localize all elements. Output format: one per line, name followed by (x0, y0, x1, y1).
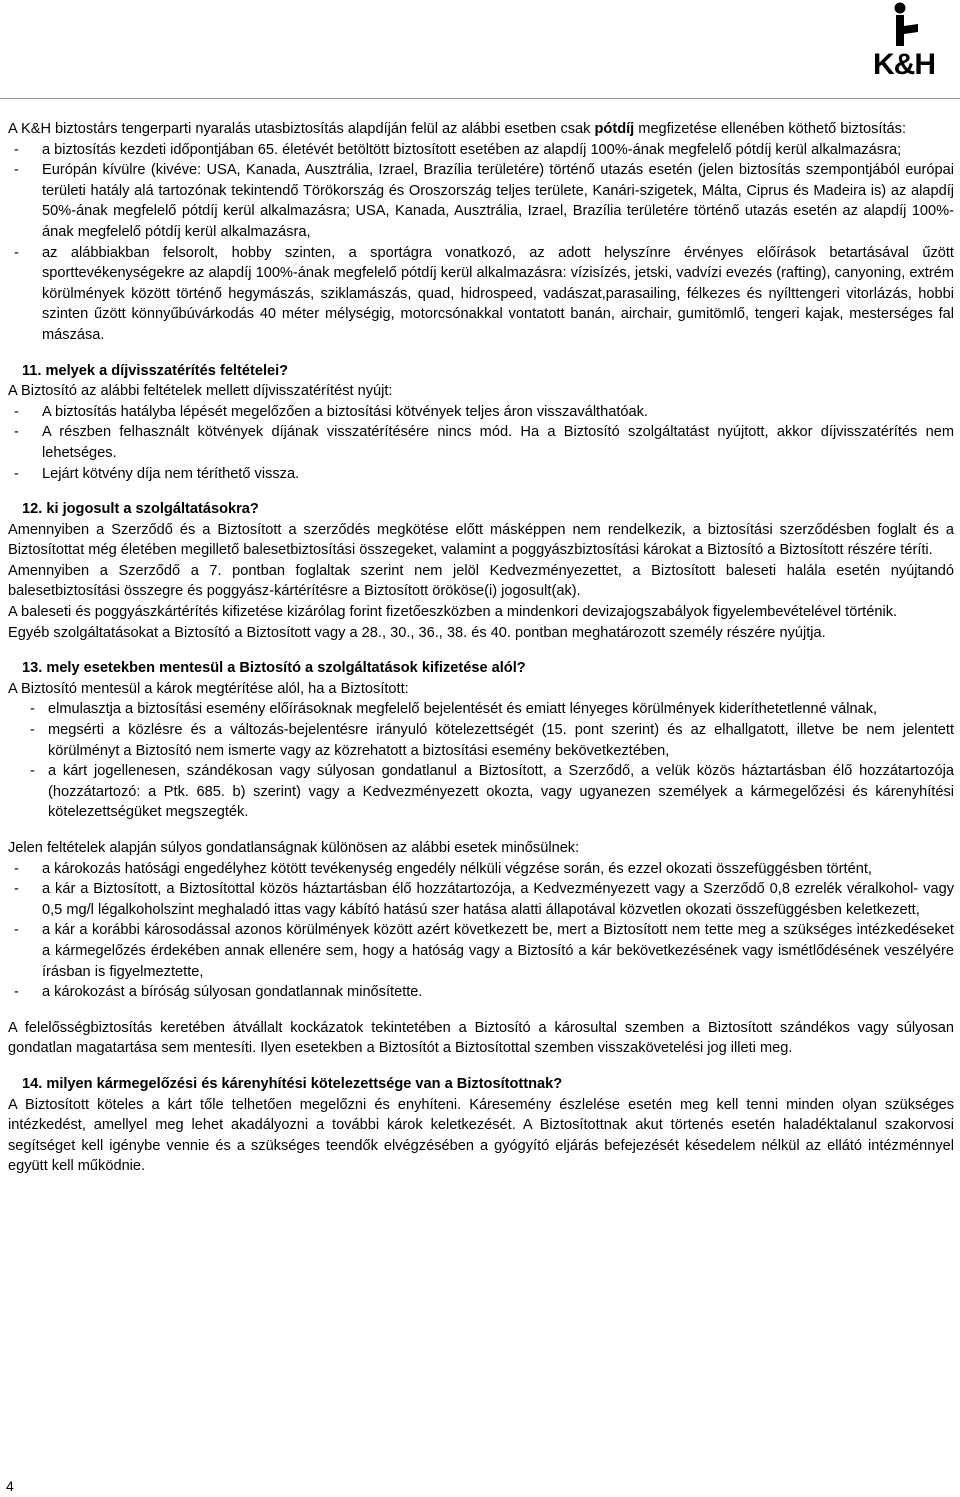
section-14-text: A Biztosított köteles a kárt tőle telhetően megelőzni és enyhíteni. Káresemény észlelése esetén meg kell tenni minden olyan szükséges intézkedést, amellyel meg lehet akadályozni a további károk keletkezését. A Biztosítottnak akut törtenés esetén haladéktalanul szakorvosi segítséget kell igénybe vennie és a szükséges teendők elvégzésében a gyógyító eljárás befejezését késedelem nélkül az ellátó intézménnyel együtt kell működnie. (8, 1096, 954, 1175)
list-item-text: a kárt jogellenesen, szándékosan vagy súlyosan gondatlanul a Biztosított, a Szerződő, a velük közös háztartásban élő hozzátartozója (hozzátartozó: a Ptk. 685. b) szerint) vagy a Kedvezményezett okozta, vagy ugyanezen személyek a kármegelőzési és kárenyhítési kötelezettségüket megszegték. (48, 763, 954, 821)
list-item-text: a kár a Biztosított, a Biztosítottal közös háztartásban élő hozzátartozója, a Kedvezményezett vagy a Szerződő 0,8 ezrelék véralkohol- vagy 0,5 mg/l légalkoholszint meghaladó ittas vagy kábító hatású szer hatása alatti állapotával közvetlen okozati összefüggésben keletkezett, (42, 881, 954, 918)
list-item: - A részben felhasznált kötvények díjának visszatérítésére nincs mód. Ha a Biztosító szolgáltatást nyújtott, akkor díjvisszatérítés nem lehetséges. (8, 422, 954, 463)
list-item: - a biztosítás kezdeti időpontjában 65. életévét betöltött biztosított esetében az alapdíj 100%-ának megfelelő pótdíj kerül alkalmazásra; (8, 140, 954, 161)
list-item: - elmulasztja a biztosítási esemény előírásoknak megfelelő bejelentését és emiatt lényeges körülmények kideríthetetlenné válnak, (8, 699, 954, 720)
document-body (8, 119, 954, 1177)
list-item-text: A biztosítás hatályba lépését megelőzően a biztosítási kötvények teljes áron visszaválthatóak. (42, 403, 648, 420)
list-item-text: Európán kívülre (kivéve: USA, Kanada, Ausztrália, Izrael, Brazília területére) történő utazás esetén (jelen biztosítás szempontjából európai területi hatály alá tartozónak tekintendő Törökország és Oroszország teljes területe, Kanári-szigetek, Málta, Ciprus és Madeira is) az alapdíj 50%-ának megfelelő pótdíj kerül alkalmazásra; USA, Kanada, Ausztrália, Izrael, Brazília területére történő utazás esetén az alapdíj 100%-ának megfelelő pótdíj kerül alkalmazásra, (42, 162, 954, 240)
list-item-text: a károkozást a bíróság súlyosan gondatlannak minősítette. (42, 984, 423, 1001)
list-item-text: Lejárt kötvény díja nem téríthető vissza. (42, 465, 300, 482)
list-item: - a kár a Biztosított, a Biztosítottal közös háztartásban élő hozzátartozója, a Kedvezményezett vagy a Szerződő 0,8 ezrelék véralkohol- vagy 0,5 mg/l légalkoholszint meghaladó ittas vagy kábító hatású szer hatása alatti állapotával közvetlen okozati összefüggésben keletkezett, (8, 879, 954, 920)
gross-negligence-text: Jelen feltételek alapján súlyos gondatlanságnak különösen az alábbi esetek minősülnek: (8, 840, 580, 856)
list-item: - Lejárt kötvény díja nem téríthető vissza. (8, 464, 954, 485)
list-item-text: elmulasztja a biztosítási esemény előírásoknak megfelelő bejelentését és emiatt lényeges körülmények kideríthetetlenné válnak, (48, 701, 878, 718)
list-item: - a kár a korábbi károsodással azonos körülmények között azért következett be, mert a Biztosított nem tette meg a szükséges intézkedéseket a kármegelőzés érdekében annak ellenére sem, hogy a hatóság vagy a Biztosító a kár bekövetkezésének vagy ismétlődésének veszélyére írásban is figyelmeztette, (8, 920, 954, 982)
section-13-heading: 13. mely esetekben mentesül a Biztosító a szolgáltatások kifizetése alól? (22, 660, 526, 677)
list-item: - a kárt jogellenesen, szándékosan vagy súlyosan gondatlanul a Biztosított, a Szerződő, a velük közös háztartásban élő hozzátartozója (hozzátartozó: a Ptk. 685. b) szerint) vagy a Kedvezményezett okozta, vagy ugyanezen személyek a kármegelőzési és kárenyhítési kötelezettségüket megszegték. (8, 761, 954, 823)
section-11-text: A Biztosító az alábbi feltételek mellett díjvisszatérítést nyújt: (8, 383, 393, 400)
list-item: - a károkozás hatósági engedélyhez kötött tevékenység engedély nélküli végzése során, és ezzel okozati összefüggésben történt, (8, 859, 954, 880)
intro-text: A K&H biztostárs tengerparti nyaralás utasbiztosítás alapdíján felül az alábbi esetben csak pótdíj megfizetése ellenében köthető biztosítás: (8, 121, 907, 137)
list-item-text: az alábbiakban felsorolt, hobby szinten, a sportágra vonatkozó, az adott helyszínre érvényes előírások betartásával űzött sporttevékenységekre az alapdíj 100%-ának megfelelő pótdíj kerül alkalmazásra: vízisízés, jetski, vadvízi evezés (rafting), canyoning, extrém körülmények között történő hegymászás, sziklamászás, quad, hidrospeed, vadászat,parasailing, félkezes és nyílttengeri vitorlázás, hobbi szinten űzött könnyűbúvárkodás 40 méter mélységig, motorcsónakkal vontatott banán, airchair, gumitömlő, tengeri kajak, mesterséges fal mászása. (42, 244, 954, 343)
section-13-text: A Biztosító mentesül a károk megtérítése alól, ha a Biztosított: (8, 680, 409, 697)
section-12-paragraph: Egyéb szolgáltatásokat a Biztosító a Biztosított vagy a 28., 30., 36., 38. és 40. pontban meghatározott személy részére nyújtja. (8, 624, 826, 641)
section-12-heading: 12. ki jogosult a szolgáltatásokra? (22, 501, 259, 518)
section-11-heading: 11. melyek a díjvisszatérítés feltételei? (22, 362, 289, 379)
logo-figure-icon (852, 2, 952, 52)
section-12-paragraph: Amennyiben a Szerződő és a Biztosított a szerződés megkötése előtt másképpen nem rendelkezik, a biztosítási szerződésben foglalt és a Biztosítottat még életében megillető balesetbiztosítási összegeket, valamint a poggyászbiztosítási károkat a Biztosító a Biztosított részére téríti. (8, 521, 954, 559)
header-divider (0, 98, 960, 99)
kh-logo (852, 2, 952, 82)
list-item-text: a károkozás hatósági engedélyhez kötött tevékenység engedély nélküli végzése során, és ezzel okozati összefüggésben történt, (42, 860, 872, 877)
list-item: - A biztosítás hatályba lépését megelőzően a biztosítási kötvények teljes áron visszaválthatóak. (8, 402, 954, 423)
page-number: 4 (6, 1478, 14, 1494)
section-12-paragraph: Amennyiben a Szerződő a 7. pontban foglaltak szerint nem jelöl Kedvezményezettet, a Biztosított baleseti halála esetén nyújtandó balesetbiztosítási összegre és poggyász-kártérítésre a Biztosított örököse(i) jogosult(ak). (8, 562, 954, 600)
list-item-text: a kár a korábbi károsodással azonos körülmények között azért következett be, mert a Biztosított nem tette meg a szükséges intézkedéseket a kármegelőzés érdekében annak ellenére sem, hogy a hatóság vagy a Biztosító a kár bekövetkezésének vagy ismétlődésének veszélyére írásban is figyelmeztette, (42, 922, 954, 980)
liability-paragraph: A felelősségbiztosítás keretében átvállalt kockázatok tekintetében a Biztosító a károsultal szemben a Biztosított szándékos vagy súlyosan gondatlan magatartása sem mentesíti. Ilyen esetekben a Biztosítót a Biztosítottal szemben visszakövetelési jog illeti meg. (8, 1019, 954, 1057)
list-item-text: A részben felhasznált kötvények díjának visszatérítésére nincs mód. Ha a Biztosító szolgáltatást nyújtott, akkor díjvisszatérítés nem lehetséges. (42, 424, 954, 461)
list-item-text: megsérti a közlésre és a változás-bejelentésre irányuló kötelezettségét (15. pont szerint) és az elhallgatott, illetve be nem jelentett körülményt a Biztosító nem ismerte vagy az közrehatott a biztosítási esemény bekövetkeztében, (48, 722, 954, 759)
list-item: - az alábbiakban felsorolt, hobby szinten, a sportágra vonatkozó, az adott helyszínre érvényes előírások betartásával űzött sporttevékenységekre az alapdíj 100%-ának megfelelő pótdíj kerül alkalmazásra: vízisízés, jetski, vadvízi evezés (rafting), canyoning, extrém körülmények között történő hegymászás, sziklamászás, quad, hidrospeed, vadászat,parasailing, félkezes és nyílttengeri vitorlázás, hobbi szinten űzött könnyűbúvárkodás 40 méter mélységig, motorcsónakkal vontatott banán, airchair, gumitömlő, tengeri kajak, mesterséges fal mászása. (8, 243, 954, 346)
list-item: - megsérti a közlésre és a változás-bejelentésre irányuló kötelezettségét (15. pont szerint) és az elhallgatott, illetve be nem jelentett körülményt a Biztosító nem ismerte vagy az közrehatott a biztosítási esemény bekövetkeztében, (8, 720, 954, 761)
logo-text: K&H (873, 48, 935, 81)
list-item: - a károkozást a bíróság súlyosan gondatlannak minősítette. (8, 982, 954, 1003)
section-12-paragraph: A baleseti és poggyászkártérítés kifizetése kizárólag forint fizetőeszközben a mindenkori devizajogszabályok figyelembevételével történik. (8, 604, 898, 621)
section-14-heading: 14. milyen kármegelőzési és kárenyhítési kötelezettsége van a Biztosítottnak? (22, 1075, 563, 1092)
list-item-text: a biztosítás kezdeti időpontjában 65. életévét betöltött biztosított esetében az alapdíj 100%-ának megfelelő pótdíj kerül alkalmazásra; (42, 141, 902, 158)
intro-paragraph (8, 119, 954, 140)
list-item: - Európán kívülre (kivéve: USA, Kanada, Ausztrália, Izrael, Brazília területére) történő utazás esetén (jelen biztosítás szempontjából európai területi hatály alá tartozónak tekintendő Törökország és Oroszország teljes területe, Kanári-szigetek, Málta, Ciprus és Madeira is) az alapdíj 50%-ának megfelelő pótdíj kerül alkalmazásra; USA, Kanada, Ausztrália, Izrael, Brazília területére történő utazás esetén az alapdíj 100%-ának megfelelő pótdíj kerül alkalmazásra, (8, 160, 954, 242)
